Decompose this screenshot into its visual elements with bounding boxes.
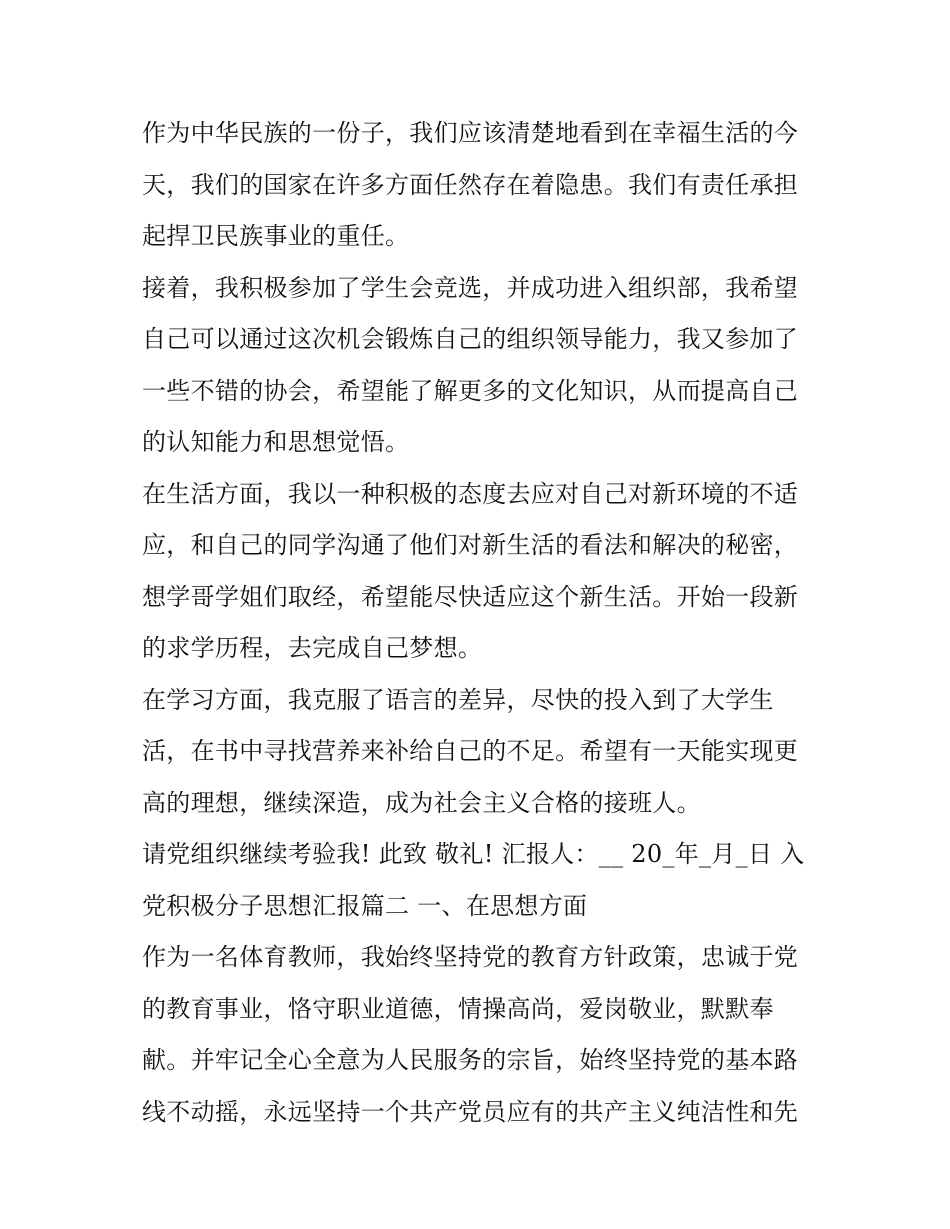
text-line: 请党组织继续考验我! 此致 敬礼! 汇报人：__ 20_年_月_日 入 bbox=[142, 840, 805, 868]
text-line: 作为中华民族的一份子，我们应该清楚地看到在幸福生活的今 bbox=[142, 119, 799, 147]
text-line: 在生活方面，我以一种积极的态度去应对自己对新环境的不适 bbox=[142, 479, 799, 508]
text-line: 高的理想，继续深造，成为社会主义合格的接班人。 bbox=[142, 788, 701, 817]
text-line: 线不动摇，永远坚持一个共产党员应有的共产主义纯洁性和先 bbox=[142, 1097, 799, 1126]
text-line: 的教育事业，恪守职业道德，情操高尚，爱岗敬业，默默奉 bbox=[142, 994, 774, 1023]
text-line: 活，在书中寻找营养来补给自己的不足。希望有一天能实现更 bbox=[142, 737, 799, 765]
text-line: 应，和自己的同学沟通了他们对新生活的看法和解决的秘密， bbox=[142, 531, 799, 559]
text-line: 的认知能力和思想觉悟。 bbox=[142, 428, 410, 456]
document-body bbox=[142, 108, 822, 1138]
text-line: 一些不错的协会，希望能了解更多的文化知识，从而提高自己 bbox=[142, 376, 799, 405]
text-line: 接着，我积极参加了学生会竞选，并成功进入组织部，我希望 bbox=[142, 273, 799, 302]
text-line: 天，我们的国家在许多方面任然存在着隐患。我们有责任承担 bbox=[142, 170, 799, 199]
text-line: 的求学历程，去完成自己梦想。 bbox=[142, 634, 483, 662]
text-line: 起捍卫民族事业的重任。 bbox=[142, 222, 410, 250]
text-line: 自己可以通过这次机会锻炼自己的组织领导能力，我又参加了 bbox=[142, 325, 799, 353]
text-line: 党积极分子思想汇报篇二 一、在思想方面 bbox=[142, 891, 588, 920]
text-line: 在学习方面，我克服了语言的差异，尽快的投入到了大学生 bbox=[142, 685, 774, 714]
text-line: 献。并牢记全心全意为人民服务的宗旨，始终坚持党的基本路 bbox=[142, 1046, 799, 1074]
text-line: 想学哥学姐们取经，希望能尽快适应这个新生活。开始一段新 bbox=[142, 582, 799, 611]
text-line: 作为一名体育教师，我始终坚持党的教育方针政策，忠诚于党 bbox=[142, 943, 799, 971]
